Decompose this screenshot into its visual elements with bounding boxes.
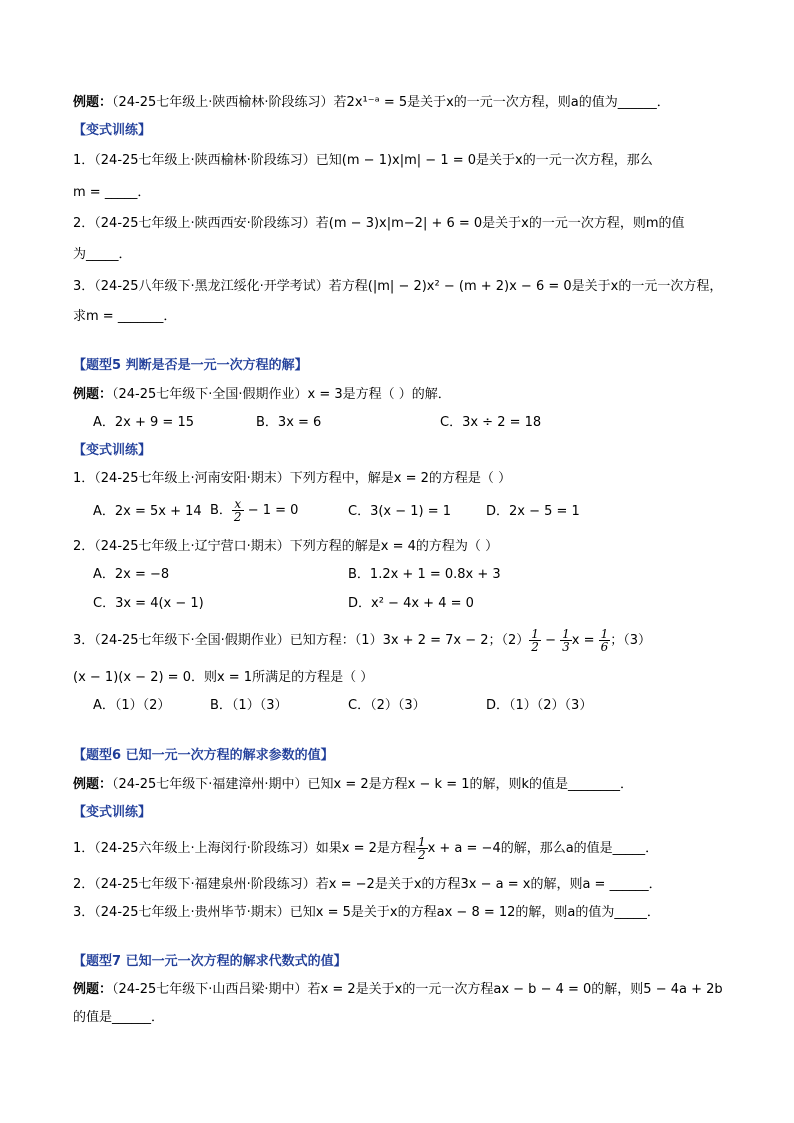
option-c: C．3x ÷ 2 = 18: [440, 415, 542, 430]
question-2-cont: 为_____．: [73, 247, 132, 262]
fraction: [560, 628, 572, 653]
fraction-denominator: 2: [233, 510, 242, 524]
question-1: 1．（24-25七年级上·河南安阳·期末）下列方程中，解是x = 2的方程是（ ）: [73, 471, 512, 486]
fraction-numerator: 1: [562, 627, 570, 641]
fraction-numerator: 1: [600, 627, 609, 641]
option-b: B．3x = 6: [256, 415, 322, 430]
question-1: 1．（24-25七年级上·陕西榆林·阶段练习）已知(m − 1)x|m| − 1 = 0是关于x的一元一次方程，那么: [73, 153, 653, 168]
option-b: [210, 496, 298, 526]
fraction: [232, 498, 244, 523]
section-heading-5: 【题型5 判断是否是一元一次方程的解】: [73, 358, 308, 373]
option-c: C．（2）（3）: [348, 698, 426, 713]
question-2: 2．（24-25七年级上·辽宁营口·期末）下列方程的解是x = 4的方程为（ ）: [73, 539, 499, 554]
question-2: 2．（24-25七年级下·福建泉州·阶段练习）若x = −2是关于x的方程3x − a = x的解，则a = ______．: [73, 877, 662, 892]
example-text: （24-25七年级下·全国·假期作业）x = 3是方程（ ）的解．: [112, 387, 451, 402]
example-line-7: [73, 981, 723, 999]
fraction-denominator: 2: [417, 848, 426, 862]
example-label: 例题：: [73, 982, 113, 997]
option-a: A．（1）（2）: [93, 698, 171, 713]
option-b: B．1.2x + 1 = 0.8x + 3: [348, 567, 501, 582]
question-3-tail: ；（3）: [610, 633, 652, 648]
section-heading-7: 【题型7 已知一元一次方程的解求代数式的值】: [73, 954, 347, 969]
example-label: 例题：: [73, 387, 113, 402]
question-1: [73, 834, 658, 864]
fraction-numerator: x: [232, 498, 244, 511]
question-3-text: 3．（24-25七年级下·全国·假期作业）已知方程：（1）3x + 2 = 7x − 2；（2）: [73, 633, 530, 648]
equation-middle: x =: [571, 633, 599, 648]
option-d: D．（1）（2）（3）: [486, 698, 593, 713]
question-3: 3．（24-25八年级下·黑龙江绥化·开学考试）若方程(|m| − 2)x² − (m + 2)x − 6 = 0是关于x的一元一次方程，: [73, 279, 723, 294]
option-b-label: B．: [210, 503, 232, 518]
minus-sign: −: [540, 633, 561, 648]
fraction: [529, 628, 541, 653]
example-label: 例题：: [73, 95, 113, 110]
question-3-cont: (x − 1)(x − 2) = 0．则x = 1所满足的方程是（ ）: [73, 670, 374, 685]
fraction-denominator: 3: [562, 640, 570, 654]
example-line-5: [73, 386, 451, 404]
fraction-denominator: 2: [531, 640, 539, 654]
question-1-cont: m = _____．: [73, 185, 151, 200]
option-c: C．3x = 4(x − 1): [93, 596, 204, 611]
question-2: 2．（24-25七年级上·陕西西安·阶段练习）若(m − 3)x|m−2| + 6 = 0是关于x的一元一次方程，则m的值: [73, 216, 685, 231]
question-3: [73, 626, 651, 656]
option-d: D．2x − 5 = 1: [486, 504, 580, 519]
option-b-rest: − 1 = 0: [243, 503, 299, 518]
fraction-numerator: 1: [531, 627, 539, 641]
example-line-7-cont: 的值是______．: [73, 1010, 165, 1025]
variant-heading: 【变式训练】: [73, 123, 152, 138]
variant-heading: 【变式训练】: [73, 805, 152, 820]
example-text: （24-25七年级下·福建漳州·期中）已知x = 2是方程x − k = 1的解，则k的值是________．: [112, 777, 634, 792]
variant-heading: 【变式训练】: [73, 443, 152, 458]
fraction-numerator: 1: [417, 835, 426, 849]
option-a: A．2x = −8: [93, 567, 170, 582]
example-line-1: [73, 94, 670, 112]
section-heading-6: 【题型6 已知一元一次方程的解求参数的值】: [73, 748, 334, 763]
question-3: 3．（24-25七年级上·贵州毕节·期末）已知x = 5是关于x的方程ax − 8 = 12的解，则a的值为_____．: [73, 905, 660, 920]
example-text: （24-25七年级上·陕西榆林·阶段练习）若2x¹⁻ᵃ = 5是关于x的一元一次方程，则a的值为______．: [112, 95, 670, 110]
option-c: C．3(x − 1) = 1: [348, 504, 452, 519]
question-1-tail: x + a = −4的解，那么a的值是_____．: [427, 841, 659, 856]
question-3-cont: 求m = _______．: [73, 309, 177, 324]
fraction: [599, 628, 611, 653]
example-text: （24-25七年级下·山西吕梁·期中）若x = 2是关于x的一元一次方程ax − b − 4 = 0的解，则5 − 4a + 2b: [112, 982, 723, 997]
fraction: [416, 836, 428, 861]
example-label: 例题：: [73, 777, 113, 792]
example-line-6: [73, 776, 633, 794]
option-b: B．（1）（3）: [210, 698, 288, 713]
question-1-text: 1．（24-25六年级上·上海闵行·阶段练习）如果x = 2是方程: [73, 841, 416, 856]
fraction-denominator: 6: [600, 640, 609, 654]
option-a: A．2x + 9 = 15: [93, 415, 194, 430]
option-d: D．x² − 4x + 4 = 0: [348, 596, 474, 611]
option-a: A．2x = 5x + 14: [93, 504, 202, 519]
